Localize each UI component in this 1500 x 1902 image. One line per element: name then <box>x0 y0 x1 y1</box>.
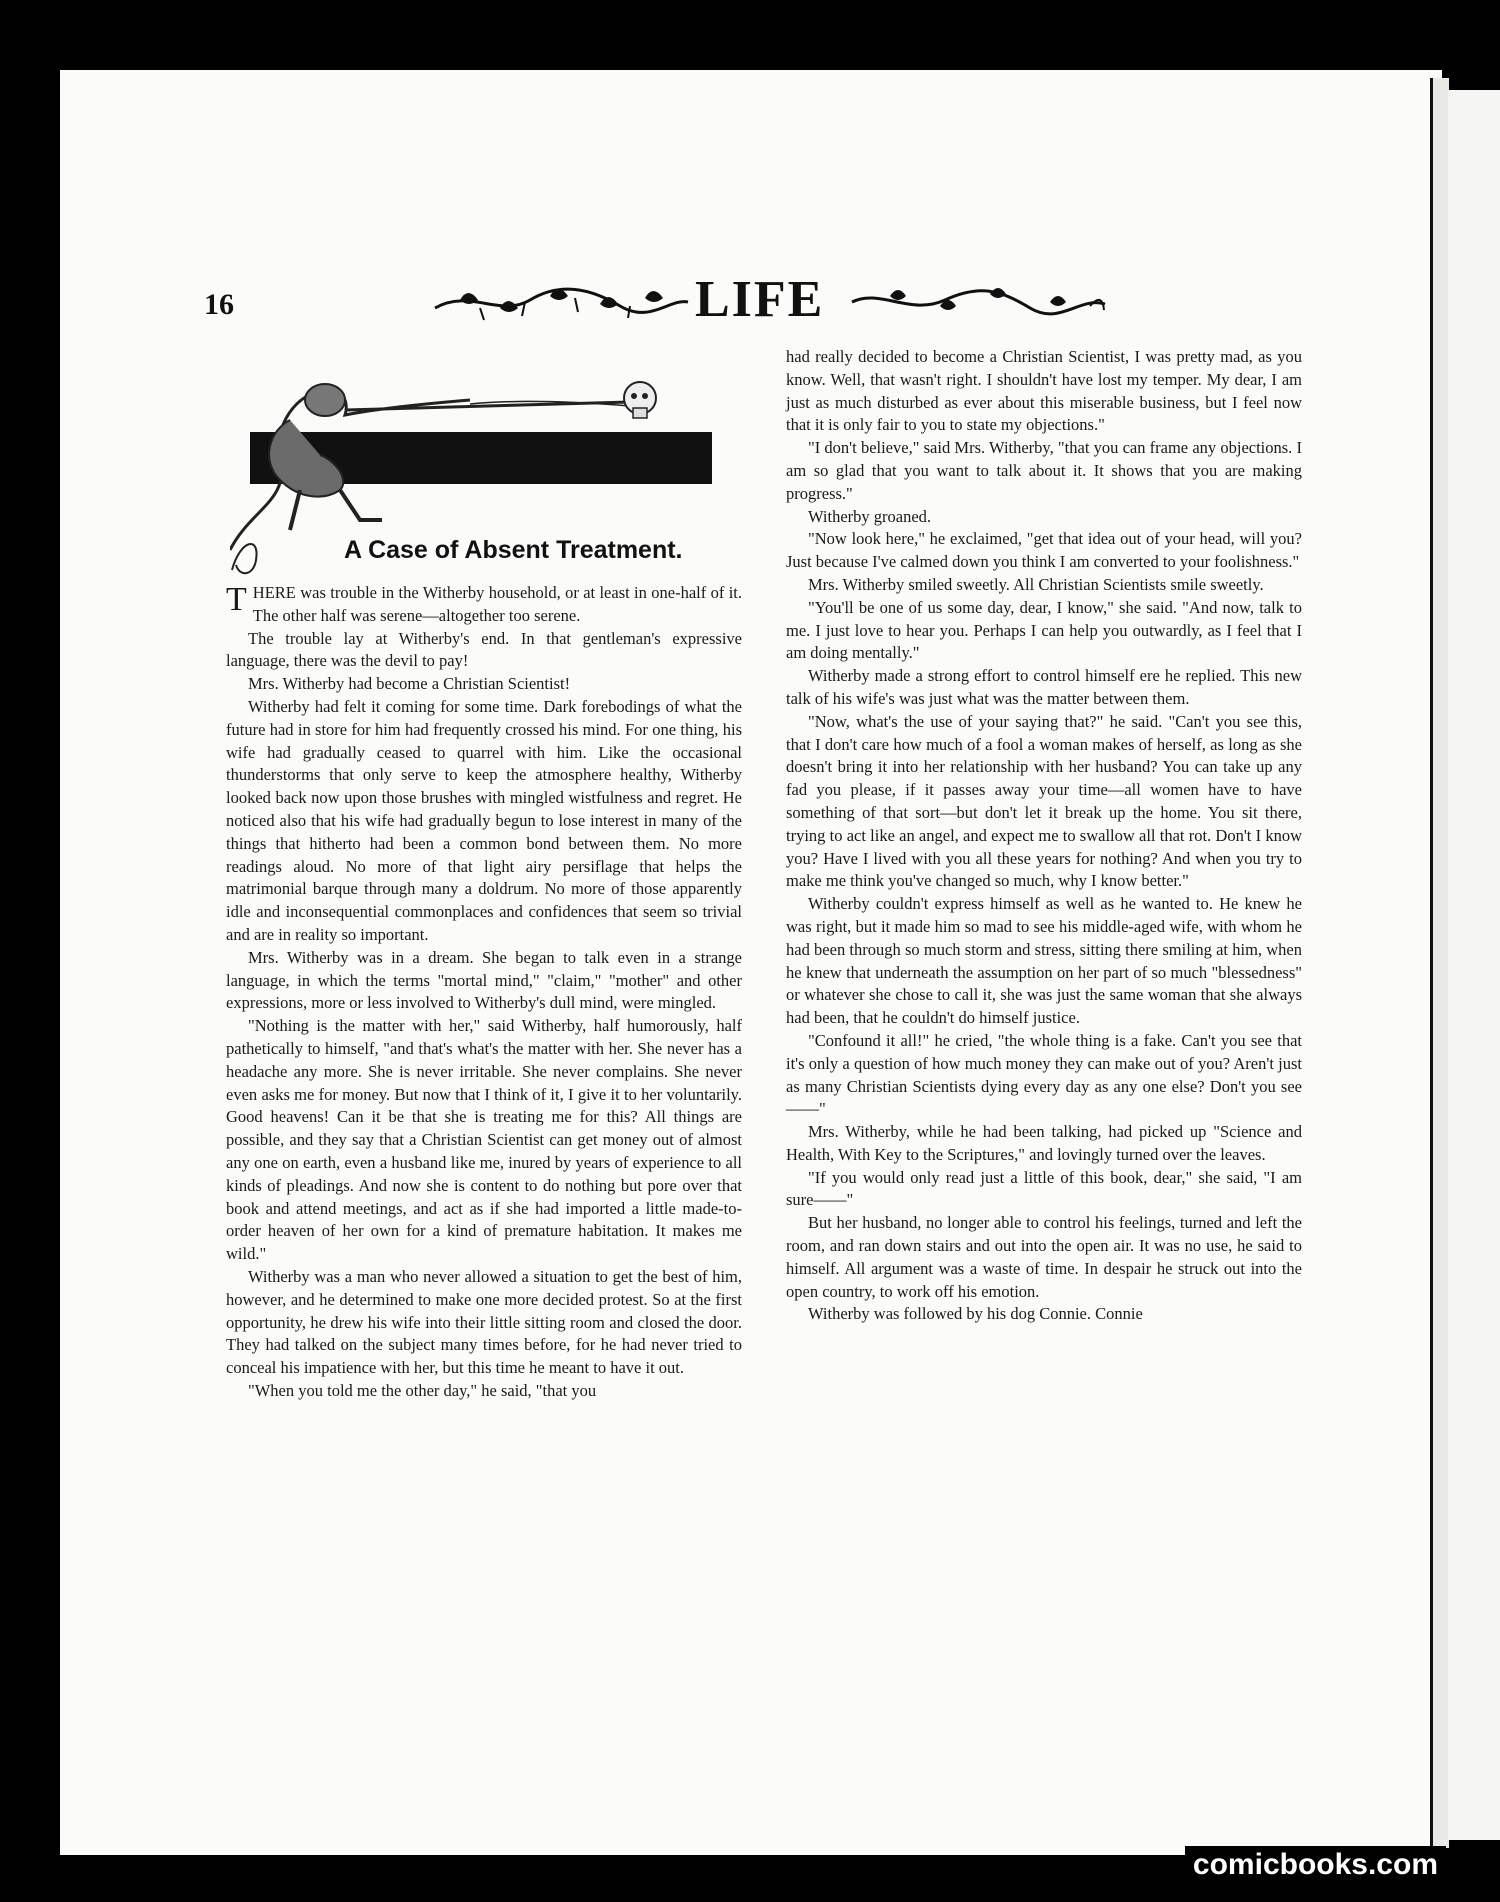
paragraph: Witherby couldn't express himself as well as he wanted to. He knew he was right, but it made him so mad to see his middle-aged wife, with whom he had been through so much storm and stress, sitting there smiling at him, when he knew that underneath the assumption on her part of so much "blessedness" or whatever she chose to call it, she was just the same woman that she always had been, that he couldn't do himself justice. <box>786 894 1302 1028</box>
paragraph: Witherby groaned. <box>808 506 932 526</box>
paragraph: "I don't believe," said Mrs. Witherby, "that you can frame any objections. I am so glad that you want to talk about it. It shows that you are making progress." <box>786 438 1302 503</box>
paragraph: had really decided to become a Christian Scientist, I was pretty mad, as you know. Well, that wasn't right. I shouldn't have lost my temper. My dear, I am just as much disturbed as ever about this miserable business, but I feel now that it is only fair to you to state my objections." <box>786 347 1302 435</box>
adjacent-page-edge <box>1448 90 1500 1840</box>
paragraph: "When you told me the other day," he said, "that you <box>248 1380 597 1400</box>
left-text-column <box>226 582 742 1403</box>
paragraph: Witherby was followed by his dog Connie. Connie <box>808 1304 1143 1324</box>
paragraph: "Confound it all!" he cried, "the whole thing is a fake. Can't you see that it's only a question of how much money they can make out of you? Aren't just as many Christian Scientists dying every day as any one else? Don't you see——" <box>786 1030 1302 1119</box>
paragraph: But her husband, no longer able to control his feelings, turned and left the room, and ran down stairs and out into the open air. It was no use, he said to himself. All argument was a waste of time. In despair he struck out into the open country, to work off his emotion. <box>786 1213 1302 1301</box>
paragraph: Witherby had felt it coming for some time. Dark forebodings of what the future had in store for him had frequently crossed his mind. For one thing, his wife had gradually ceased to quarrel with him. Like the occasional thunderstorms that only serve to keep the atmosphere healthy, Witherby looked back now upon those brushes with mingled wistfulness and regret. He noticed also that his wife had gradually begun to lose interest in many of the things that hitherto had been a common bond between them. No more readings aloud. No more of that light airy persiflage that helps the matrimonial barque through many a doldrum. No more of those apparently idle and inconsequential commonplaces and confidences that seem so trivial and are in reality so important. <box>226 696 742 944</box>
paragraph: "You'll be one of us some day, dear, I know," she said. "And now, talk to me. I just love to hear you. Perhaps I can help you outwardly, as I feel that I am doing mentally." <box>786 597 1302 663</box>
paragraph: "Now, what's the use of your saying that?" he said. "Can't you see this, that I don't care how much of a fool a woman makes of herself, as long as she doesn't bring it into her relationship with her husband? You can take up any fad you please, if it passes away your time—all women have to have something of that sort—but don't let it break up the home. You sit there, trying to act like an angel, and expect me to swallow all that rot. Don't I know you? Have I lived with you all these years for nothing? And when you try to make me think you've changed so much, why I know better." <box>786 711 1302 891</box>
watermark: comicbooks.com <box>1185 1846 1446 1884</box>
paragraph: Witherby made a strong effort to control himself ere he replied. This new talk of his wife's was just what was the matter between them. <box>786 666 1302 708</box>
paragraph: The trouble lay at Witherby's end. In that gentleman's expressive language, there was the devil to pay! <box>226 628 742 671</box>
paragraph: "Now look here," he exclaimed, "get that idea out of your head, will you? Just because I've calmed down you think I am converted to your foolishness." <box>786 529 1302 572</box>
paragraph: Mrs. Witherby had become a Christian Scientist! <box>248 674 571 694</box>
paragraph: Mrs. Witherby was in a dream. She began to talk even in a strange language, in which the terms "mortal mind," "claim," "mother" and other expressions, more or less involved to Witherby's dull mind, were mingled. <box>226 947 742 1013</box>
masthead <box>430 268 1110 328</box>
page-spine <box>1430 78 1449 1848</box>
paragraph: "Nothing is the matter with her," said Witherby, half humorously, half pathetically to himself, "and that's what's the matter with her. She never has a headache any more. She is never irritable. She never complains. She never even asks me for money. But now that I think of it, I give it to her voluntarily. Good heavens! Can it be that she is treating me for this? All things are possible, and they say that a Christian Scientist can get money out of almost any one on earth, even a husband like me, inured by years of experience to all kinds of pleadings. And now she is content to do nothing but pore over that book and attend meetings, and act as if she had imported a little made-to-order heaven of her own for a kind of premature habitation. It makes me wild." <box>226 1016 742 1264</box>
masthead-title: LIFE <box>695 271 825 328</box>
drop-cap: T <box>226 581 247 618</box>
article-title: A Case of Absent Treatment. <box>344 536 683 564</box>
paragraph: Mrs. Witherby, while he had been talking, had picked up "Science and Health, With Key to the Scriptures," and lovingly turned over the leaves. <box>786 1122 1302 1164</box>
paragraph: "If you would only read just a little of this book, dear," she said, "I am sure——" <box>786 1167 1302 1210</box>
left-vine-ornament <box>430 278 690 328</box>
page-number: 16 <box>204 288 234 321</box>
paragraph: Witherby was a man who never allowed a situation to get the best of him, however, and he determined to make one more decided protest. So at the first opportunity, he drew his wife into their little sitting room and closed the door. They had talked on the subject many times before, for he had never tried to conceal his impatience with her, but this time he meant to have it out. <box>226 1266 742 1378</box>
paragraph: Mrs. Witherby smiled sweetly. All Christian Scientists smile sweetly. <box>808 574 1264 594</box>
paragraph: THERE was trouble in the Witherby household, or at least in one-half of it. The other half was serene—altogether too serene. <box>226 581 742 625</box>
right-text-column <box>786 346 1302 1326</box>
right-vine-ornament <box>850 278 1110 328</box>
